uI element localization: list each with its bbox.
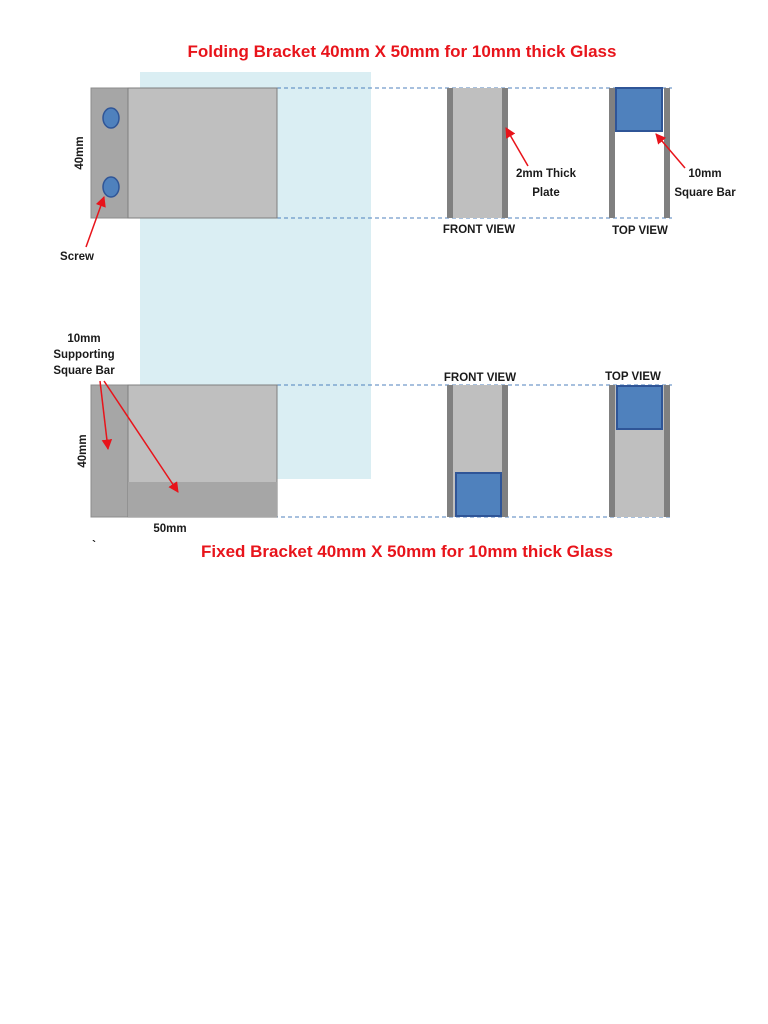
- fixed-top-view: [609, 385, 670, 517]
- square-bar-label-line2: Square Bar: [674, 187, 736, 199]
- fixed-top-square-bar: [617, 386, 662, 429]
- square-bar-arrow: [656, 134, 685, 168]
- fixed-bracket-side-view: [91, 385, 277, 517]
- folding-bracket-side-view: [91, 88, 277, 218]
- top-square-bar: [616, 88, 662, 131]
- height-label-bottom: 40mm: [77, 434, 89, 468]
- screw-label: Screw: [60, 251, 94, 263]
- front-plate-right: [502, 88, 508, 218]
- fixed-front-view: [447, 385, 508, 517]
- support-label-line1: 10mm: [67, 333, 101, 345]
- front-view-label-bottom: FRONT VIEW: [443, 372, 517, 384]
- fixed-supporting-bar: [91, 385, 128, 517]
- fixed-top-plate-left: [609, 385, 615, 517]
- top-view-label-bottom: TOP VIEW: [605, 371, 661, 383]
- screw-hole-upper: [103, 108, 119, 128]
- top-plate-right: [664, 88, 670, 218]
- support-label-line2: Supporting: [53, 349, 115, 361]
- top-view-label-top: TOP VIEW: [612, 225, 668, 237]
- support-label-line3: Square Bar: [53, 365, 115, 377]
- front-view-label-top: FRONT VIEW: [442, 224, 516, 236]
- fixed-front-plate-left: [447, 385, 453, 517]
- top-plate-left: [609, 88, 615, 218]
- plate-arrow: [506, 128, 528, 166]
- plate-label-line2: Plate: [532, 187, 560, 199]
- fixed-bracket-title: Fixed Bracket 40mm X 50mm for 10mm thick Glass: [201, 542, 613, 561]
- screw-hole-lower: [103, 177, 119, 197]
- front-gap: [453, 88, 502, 218]
- tick-mark: `: [92, 540, 96, 552]
- square-bar-label-line1: 10mm: [688, 168, 722, 180]
- folding-front-view: [447, 88, 508, 218]
- height-label-top: 40mm: [74, 136, 86, 170]
- folding-top-view: [609, 88, 670, 218]
- plate-label-line1: 2mm Thick: [515, 168, 577, 180]
- fixed-front-square-bar: [456, 473, 501, 516]
- folding-bracket-title: Folding Bracket 40mm X 50mm for 10mm thick Glass: [187, 42, 617, 61]
- width-label-bottom: 50mm: [153, 523, 187, 535]
- fixed-top-plate-right: [664, 385, 670, 517]
- folding-bracket-body: [128, 88, 277, 218]
- fixed-front-plate-right: [502, 385, 508, 517]
- fixed-bottom-bar: [128, 482, 277, 517]
- front-plate-left: [447, 88, 453, 218]
